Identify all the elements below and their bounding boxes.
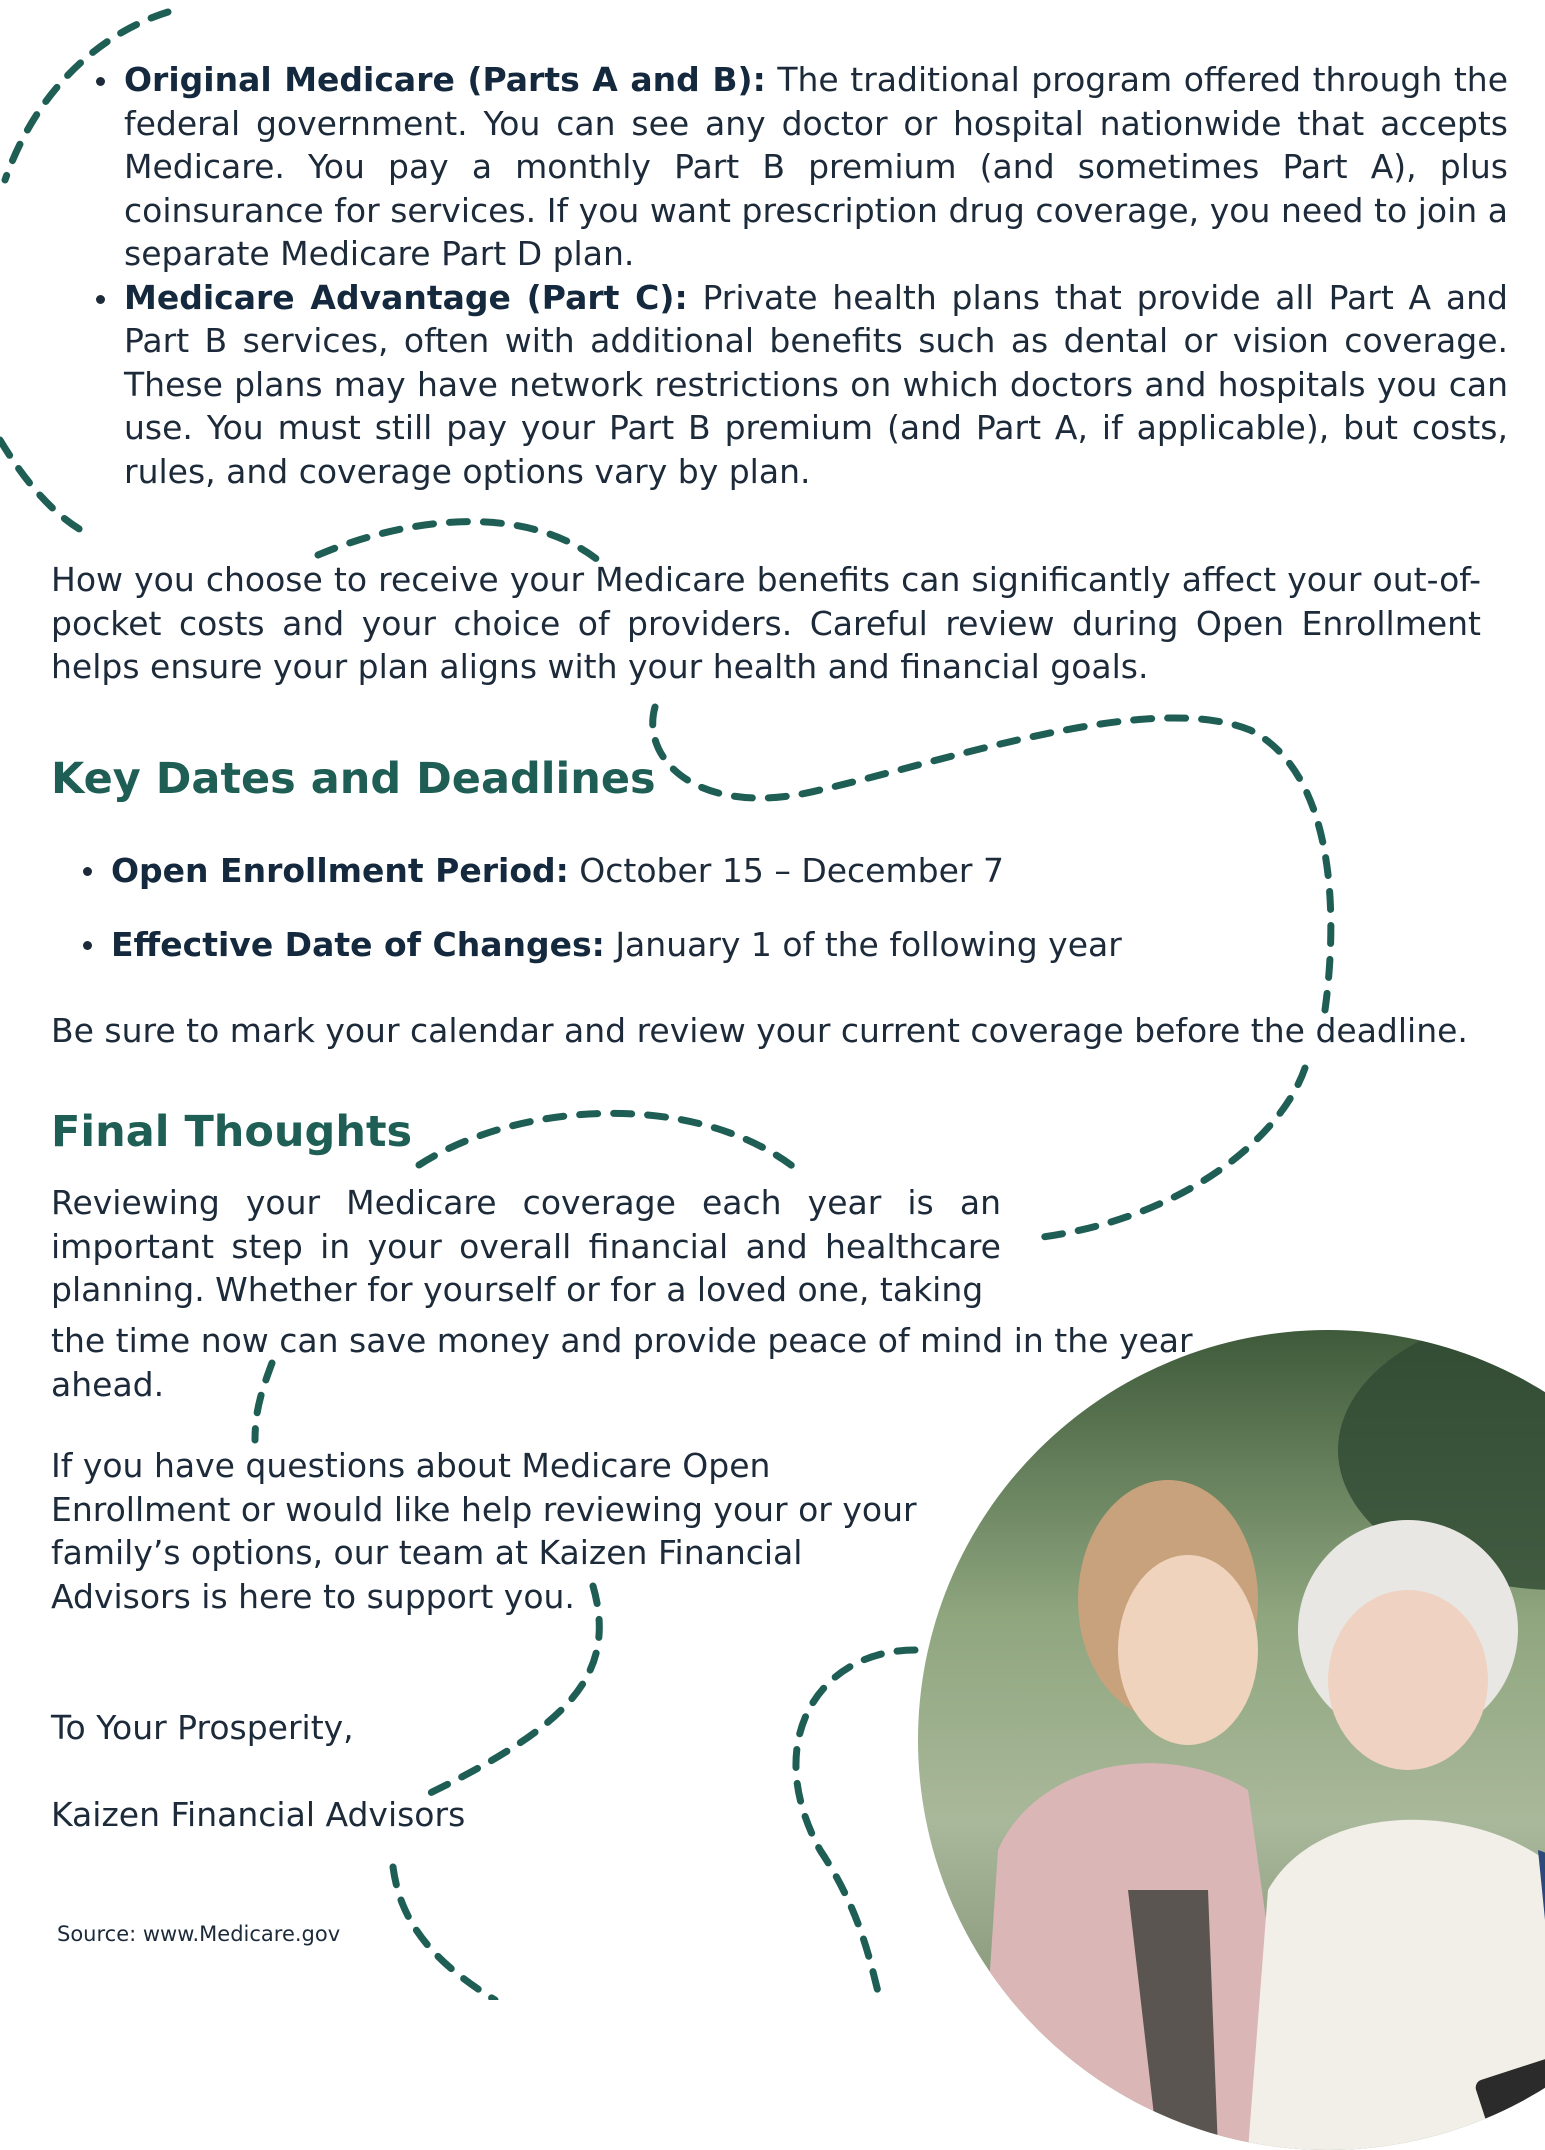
list-item-effective-date <box>111 924 1411 966</box>
dashed-curve-left-bottom <box>0 440 90 535</box>
deadline-reminder: Be sure to mark your calendar and review your current coverage before the deadline. <box>51 1011 1468 1050</box>
list-item-lead: Effective Date of Changes: <box>111 925 605 964</box>
list-item-lead: Open Enrollment Period: <box>111 851 569 890</box>
dashed-curve-bottom-right <box>796 1650 915 2000</box>
list-item-text: January 1 of the following year <box>604 925 1122 964</box>
key-dates-heading: Key Dates and Deadlines <box>51 754 656 804</box>
help-paragraph: If you have questions about Medicare Open Enrollment or would like help reviewing your or your family’s options, our team at Kaizen Financial Advisors is here to support you. <box>51 1446 917 1616</box>
list-item-text: The traditional program offered through the federal government. You can see any doctor or hospital nationwide that accepts Medicare. You pay a monthly Part B premium (and sometimes Part A), plus coinsurance for services. If you want prescription drug coverage, you need to join a separate Medicare Part D plan. <box>124 60 1508 273</box>
list-item-original-medicare <box>124 58 1508 276</box>
dashed-curve-bottom-left <box>393 1867 495 2000</box>
list-item-open-enrollment <box>111 850 1411 892</box>
dashed-curve-final-arc <box>419 1113 800 1172</box>
salutation: To Your Prosperity, <box>51 1708 354 1747</box>
final-thoughts-paragraph <box>51 1181 1001 1312</box>
dashed-curve-right-return <box>1035 1068 1305 1238</box>
final-thoughts-heading: Final Thoughts <box>51 1107 413 1157</box>
list-item-text: October 15 – December 7 <box>568 851 1004 890</box>
dashed-curve-intro-arc <box>318 522 598 560</box>
paragraph-line: important step in your overall financial and healthcare <box>51 1226 1001 1266</box>
list-item-text: Private health plans that provide all Part A and Part B services, often with additional benefits such as dental or vision coverage. These plans may have network restrictions on which doctors and hospitals you can use. You must still pay your Part B premium (and Part A, if applicable), but costs, rules, and coverage options vary by plan. <box>124 277 1508 491</box>
paragraph-line: Reviewing your Medicare coverage each year is an <box>51 1183 1001 1222</box>
intro-paragraph: How you choose to receive your Medicare benefits can significantly affect your out-of-pocket costs and your choice of providers. Careful review during Open Enrollment helps ensure your plan aligns with your health and financial goals. <box>51 560 1481 686</box>
signature: Kaizen Financial Advisors <box>51 1795 466 1834</box>
medicare-options-list <box>96 58 1508 493</box>
key-dates-list <box>86 850 1411 966</box>
list-item-medicare-advantage <box>124 276 1508 494</box>
photo-women-with-tablet <box>918 1330 1545 2150</box>
final-thoughts-continuation: the time now can save money and provide peace of mind in the year ahead. <box>51 1321 1193 1404</box>
list-item-lead: Original Medicare (Parts A and B): <box>124 60 766 99</box>
source-citation: Source: www.Medicare.gov <box>57 1922 341 1946</box>
paragraph-line: planning. Whether for yourself or for a loved one, taking <box>51 1270 984 1309</box>
photo-illustration <box>918 1330 1545 2150</box>
list-item-lead: Medicare Advantage (Part C): <box>124 277 688 317</box>
